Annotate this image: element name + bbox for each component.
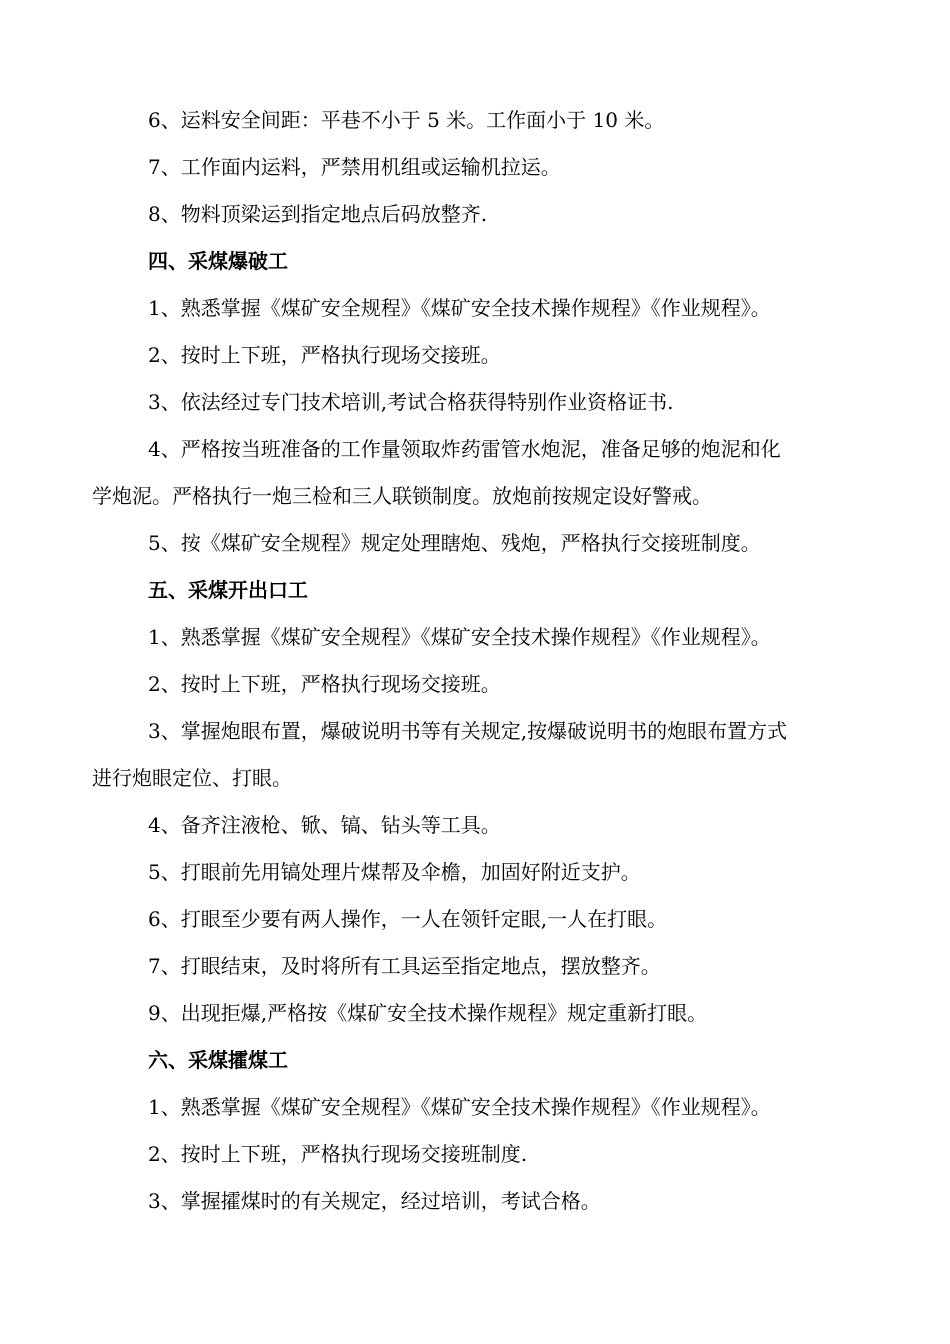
paragraph-line: 1、熟悉掌握《煤矿安全规程》《煤矿安全技术操作规程》《作业规程》。 xyxy=(148,296,771,320)
paragraph-line: 3、依法经过专门技术培训,考试合格获得特别作业资格证书. xyxy=(148,390,674,414)
paragraph-line: 4、备齐注液枪、锨、镐、钻头等工具。 xyxy=(148,813,501,837)
paragraph-line: 8、物料顶梁运到指定地点后码放整齐. xyxy=(148,202,488,226)
section-heading: 四、采煤爆破工 xyxy=(148,249,288,273)
paragraph-line: 4、严格按当班准备的工作量领取炸药雷管水炮泥，准备足够的炮泥和化 xyxy=(148,437,781,461)
paragraph-line: 2、按时上下班，严格执行现场交接班。 xyxy=(148,343,501,367)
section-heading: 六、采煤攉煤工 xyxy=(148,1048,288,1072)
paragraph-line: 1、熟悉掌握《煤矿安全规程》《煤矿安全技术操作规程》《作业规程》。 xyxy=(148,625,771,649)
paragraph-line: 3、掌握炮眼布置，爆破说明书等有关规定,按爆破说明书的炮眼布置方式 xyxy=(148,719,788,743)
paragraph-line: 6、打眼至少要有两人操作，一人在领钎定眼,一人在打眼。 xyxy=(148,907,668,931)
section-heading: 五、采煤开出口工 xyxy=(148,578,308,602)
paragraph-line: 2、按时上下班，严格执行现场交接班制度. xyxy=(148,1142,528,1166)
paragraph-line: 进行炮眼定位、打眼。 xyxy=(92,766,292,790)
paragraph-line: 5、打眼前先用镐处理片煤帮及伞檐，加固好附近支护。 xyxy=(148,860,641,884)
paragraph-line: 7、工作面内运料，严禁用机组或运输机拉运。 xyxy=(148,155,561,179)
paragraph-line: 学炮泥。严格执行一炮三检和三人联锁制度。放炮前按规定设好警戒。 xyxy=(92,484,712,508)
paragraph-line: 5、按《煤矿安全规程》规定处理瞎炮、残炮，严格执行交接班制度。 xyxy=(148,531,761,555)
paragraph-line: 7、打眼结束，及时将所有工具运至指定地点，摆放整齐。 xyxy=(148,954,661,978)
paragraph-line: 1、熟悉掌握《煤矿安全规程》《煤矿安全技术操作规程》《作业规程》。 xyxy=(148,1095,771,1119)
paragraph-line: 9、出现拒爆,严格按《煤矿安全技术操作规程》规定重新打眼。 xyxy=(148,1001,708,1025)
paragraph-line: 3、掌握攉煤时的有关规定，经过培训，考试合格。 xyxy=(148,1189,601,1213)
paragraph-line: 6、运料安全间距：平巷不小于 5 米。工作面小于 10 米。 xyxy=(148,108,665,132)
paragraph-line: 2、按时上下班，严格执行现场交接班。 xyxy=(148,672,501,696)
